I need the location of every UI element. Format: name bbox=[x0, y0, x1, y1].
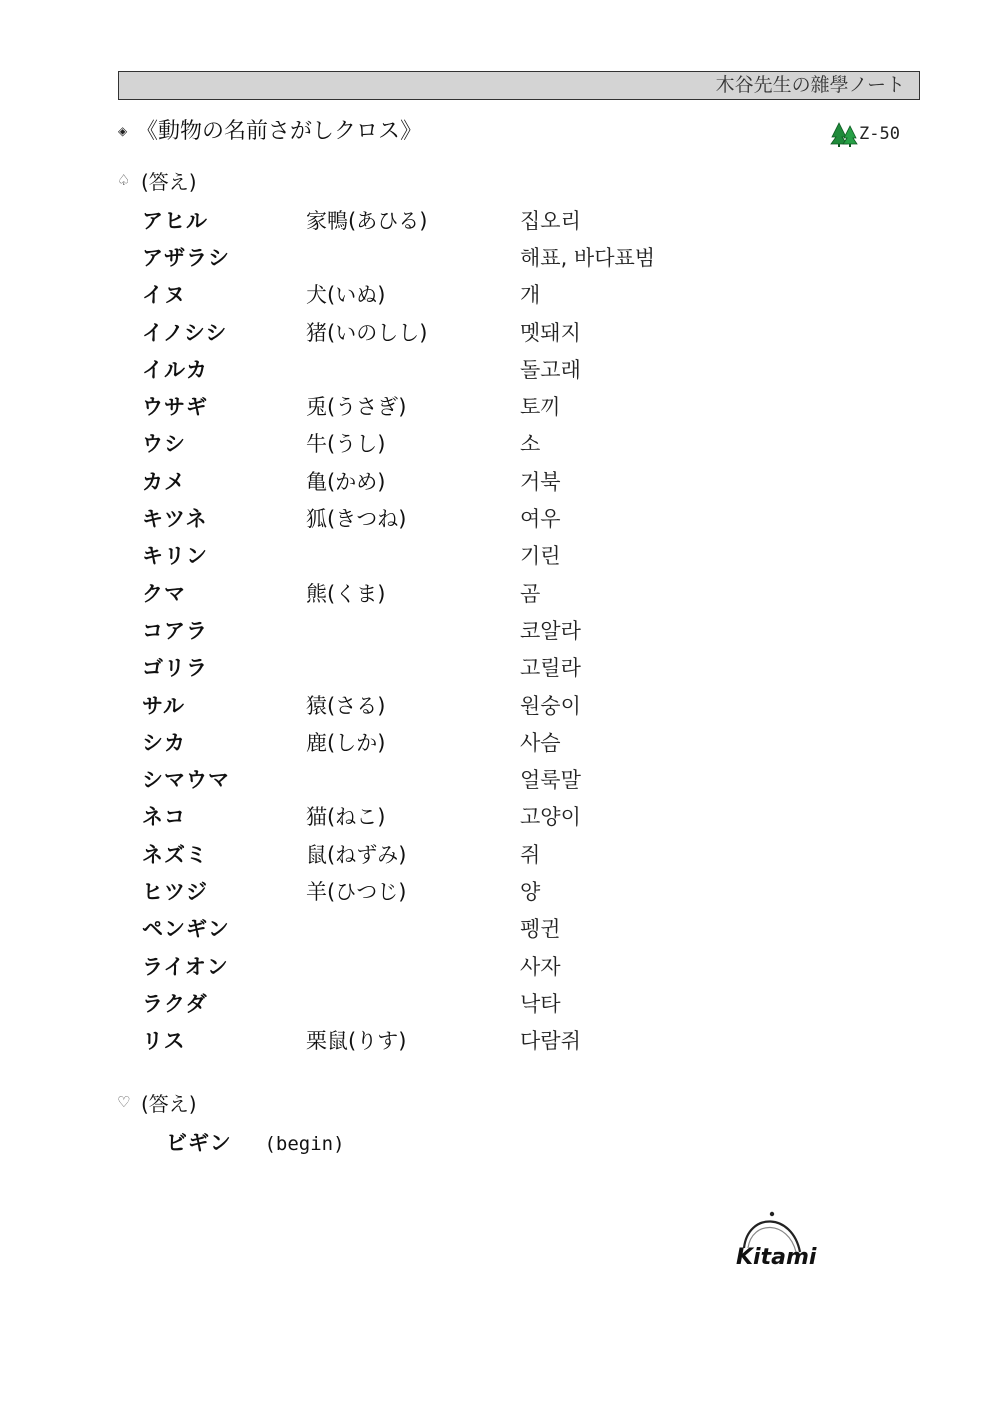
answer-korean: 곰 bbox=[520, 581, 541, 606]
answer-kana: ネコ bbox=[142, 805, 186, 830]
hint-answer bbox=[166, 1127, 345, 1157]
code-badge bbox=[830, 120, 900, 148]
heart-icon: ♡ bbox=[117, 1093, 131, 1111]
answer-kanji: 栗鼠(りす) bbox=[306, 1029, 407, 1054]
answer-row bbox=[142, 387, 762, 424]
answer-kana: サル bbox=[142, 693, 185, 718]
answer-section-heading bbox=[117, 165, 197, 195]
answer-kanji: 亀(かめ) bbox=[306, 469, 386, 494]
answer-korean: 다람쥐 bbox=[520, 1029, 581, 1054]
answer-korean: 펭귄 bbox=[520, 917, 561, 942]
answer-kana: カメ bbox=[142, 469, 186, 494]
answer-kanji: 鼠(ねずみ) bbox=[306, 842, 407, 867]
answer-korean: 고양이 bbox=[520, 805, 581, 830]
answer-kana: アヒル bbox=[142, 208, 208, 233]
answer-kana: イルカ bbox=[142, 357, 208, 382]
answer-kanji: 猫(ねこ) bbox=[306, 805, 386, 830]
spade-icon: ♤ bbox=[117, 171, 131, 189]
answer-kanji: 兎(うさぎ) bbox=[306, 395, 407, 420]
answer-row bbox=[142, 835, 762, 872]
answer-row bbox=[142, 350, 762, 387]
answer-kana: イヌ bbox=[142, 283, 186, 308]
answer-kana: ラクダ bbox=[142, 991, 208, 1016]
answer-kanji: 家鴨(あひる) bbox=[306, 208, 428, 233]
answer-kana: ペンギン bbox=[142, 917, 230, 942]
answer-kana: コアラ bbox=[142, 618, 208, 643]
answer-row bbox=[142, 313, 762, 350]
answer-korean: 여우 bbox=[520, 507, 561, 532]
answer-label: (答え) bbox=[141, 169, 197, 194]
answer-kana: キリン bbox=[142, 544, 208, 569]
answer-korean: 토끼 bbox=[520, 395, 561, 420]
answer-kana: ヒツジ bbox=[142, 879, 208, 904]
answer-korean: 멧돼지 bbox=[520, 320, 581, 345]
answer-korean: 거북 bbox=[520, 469, 561, 494]
answer-row bbox=[142, 276, 762, 313]
hint-word: ビギン bbox=[166, 1131, 232, 1155]
answer-kanji: 熊(くま) bbox=[306, 581, 386, 606]
answer-row bbox=[142, 1022, 762, 1059]
answer-kanji: 羊(ひつじ) bbox=[306, 879, 407, 904]
answer-korean: 쥐 bbox=[520, 842, 541, 867]
trees-icon bbox=[830, 121, 858, 147]
answer-korean: 개 bbox=[520, 283, 541, 308]
answer-row bbox=[142, 537, 762, 574]
answer-kanji: 牛(うし) bbox=[306, 432, 386, 457]
answer-korean: 낙타 bbox=[520, 991, 561, 1016]
answer-row bbox=[142, 238, 762, 275]
hint-answer-label: (答え) bbox=[141, 1091, 197, 1116]
answer-row bbox=[142, 984, 762, 1021]
answer-kana: アザラシ bbox=[142, 245, 230, 270]
kitami-logo-text: Kitami bbox=[736, 1245, 817, 1270]
answer-kana: ゴリラ bbox=[142, 656, 208, 681]
answer-kanji: 猪(いのしし) bbox=[306, 320, 428, 345]
answer-korean: 기린 bbox=[520, 544, 561, 569]
answer-row bbox=[142, 723, 762, 760]
answer-kana: クマ bbox=[142, 581, 186, 606]
answer-korean: 사자 bbox=[520, 954, 561, 979]
answer-kana: ウサギ bbox=[142, 395, 208, 420]
answer-korean: 고릴라 bbox=[520, 656, 581, 681]
answer-row bbox=[142, 611, 762, 648]
answer-korean: 돌고래 bbox=[520, 357, 581, 382]
answer-korean: 집오리 bbox=[520, 208, 581, 233]
answer-kanji: 狐(きつね) bbox=[306, 507, 407, 532]
answer-kana: キツネ bbox=[142, 507, 208, 532]
kitami-logo bbox=[734, 1208, 817, 1270]
answer-row bbox=[142, 872, 762, 909]
answer-row bbox=[142, 462, 762, 499]
answer-kana: シマウマ bbox=[142, 768, 230, 793]
answer-kana: リス bbox=[142, 1029, 186, 1054]
answer-kana: シカ bbox=[142, 730, 186, 755]
answer-kana: ウシ bbox=[142, 432, 186, 457]
code-label: Z-50 bbox=[859, 124, 900, 144]
page-title: 《動物の名前さがしクロス》 bbox=[136, 119, 423, 144]
answer-row bbox=[142, 760, 762, 797]
answer-kana: ライオン bbox=[142, 954, 229, 979]
answer-kanji: 犬(いぬ) bbox=[306, 283, 386, 308]
answer-row bbox=[142, 947, 762, 984]
answer-kanji: 猿(さる) bbox=[306, 693, 386, 718]
answer-korean: 얼룩말 bbox=[520, 768, 581, 793]
answer-row bbox=[142, 910, 762, 947]
answer-korean: 원숭이 bbox=[520, 693, 581, 718]
answer-list bbox=[142, 201, 762, 1059]
kitami-logo-icon bbox=[734, 1208, 817, 1270]
answer-korean: 소 bbox=[520, 432, 541, 457]
answer-row bbox=[142, 425, 762, 462]
header-title: 木谷先生の雜學ノート bbox=[715, 74, 905, 96]
answer-korean: 사슴 bbox=[520, 730, 561, 755]
answer-row bbox=[142, 798, 762, 835]
answer-row bbox=[142, 686, 762, 723]
answer-korean: 해표, 바다표범 bbox=[520, 245, 656, 270]
answer-kana: ネズミ bbox=[142, 842, 208, 867]
diamond-bullet-icon: ◈ bbox=[118, 124, 128, 138]
answer-row bbox=[142, 201, 762, 238]
answer-row bbox=[142, 649, 762, 686]
answer-kanji: 鹿(しか) bbox=[306, 730, 386, 755]
hint-english: (begin) bbox=[264, 1133, 345, 1155]
hint-section-heading bbox=[117, 1087, 197, 1117]
title-row bbox=[118, 116, 908, 150]
answer-row bbox=[142, 574, 762, 611]
answer-korean: 양 bbox=[520, 879, 541, 904]
header-bar bbox=[118, 71, 920, 100]
answer-row bbox=[142, 499, 762, 536]
answer-korean: 코알라 bbox=[520, 618, 581, 643]
answer-kana: イノシシ bbox=[142, 320, 228, 345]
